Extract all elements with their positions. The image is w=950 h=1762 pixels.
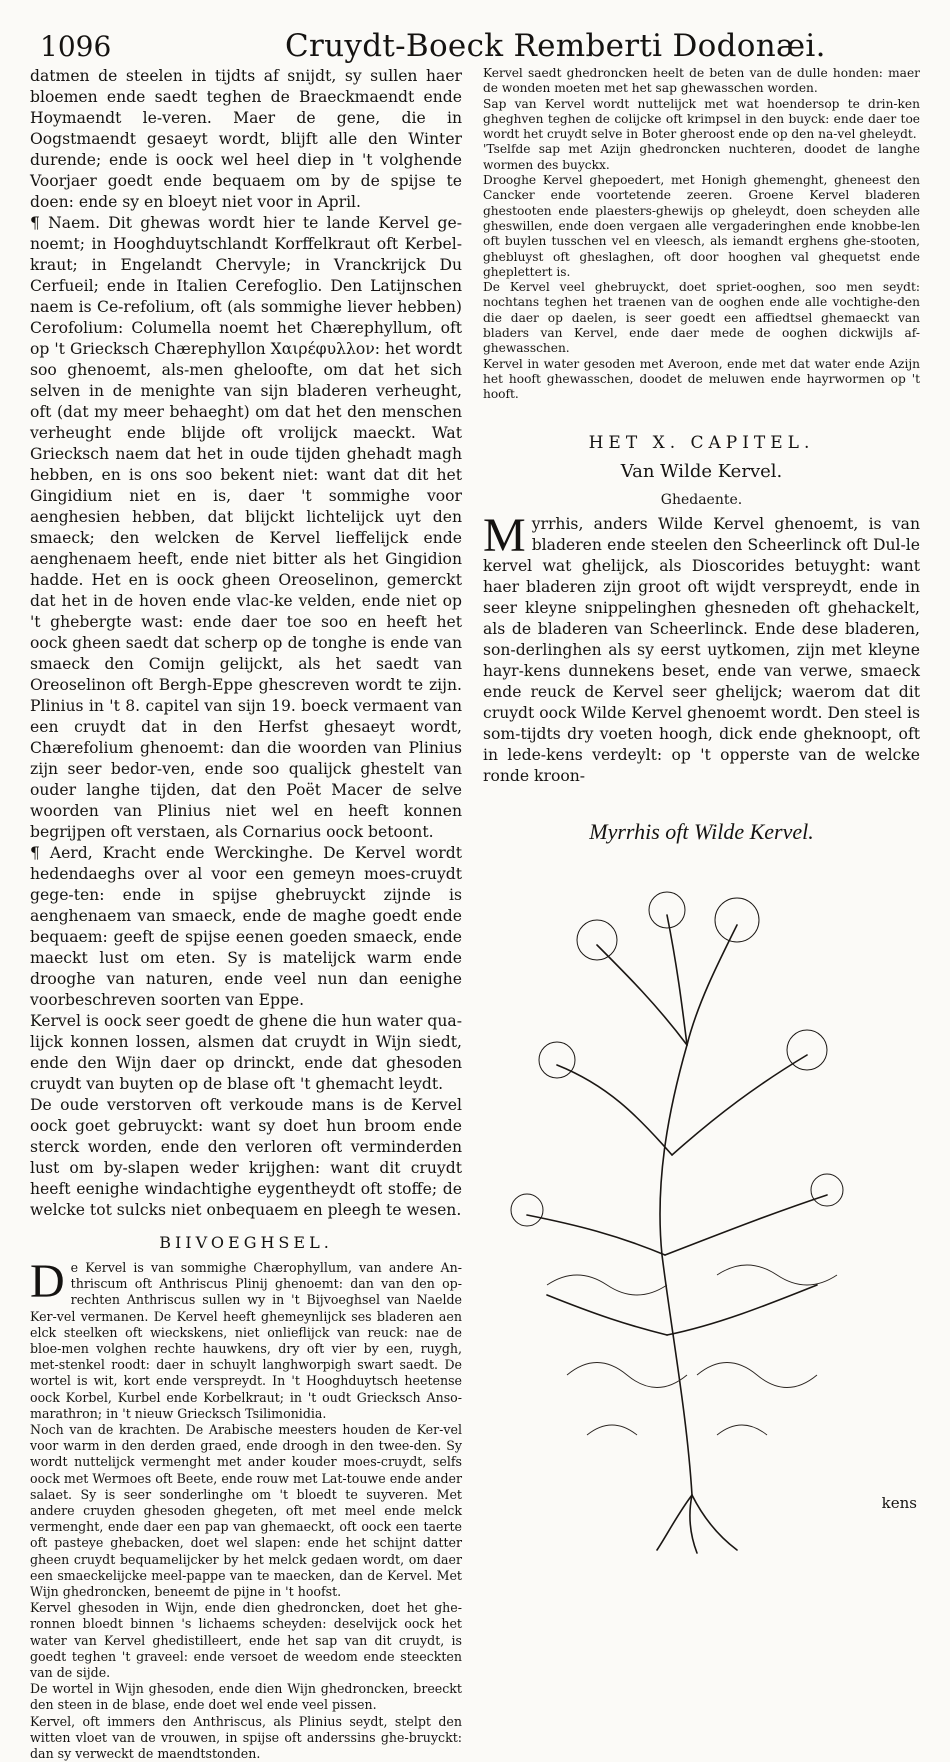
umbels: [511, 892, 843, 1226]
addition-heading: BIIVOEGHSEL.: [159, 1233, 333, 1252]
paragraph: Kervel is oock seer goedt de ghene die hun water qua-lijck konnen lossen, alsmen dat cruydt in Wijn siedt, ende den Wijn daer op drinckt, ende dat ghesoden cruydt van buyten op de blase oft 't ghemacht leydt.: [30, 1012, 462, 1093]
right-top-text: [483, 66, 920, 403]
paragraph-text: e Kervel is van sommighe Chærophyllum, van andere An-thriscum oft Anthriscus Plinij ghenoemt: dan van den op-rechten Anthriscus sullen wy in 't Bijvoeghsel van Naelde Ker-vel vermanen. De Kervel heeft ghemeynlijck ses bladeren aen elck steelken oft wieckskens, niet onlieflijck van reuck: nae de bloe-men volghen rechte hauwkens, dry oft vier by een, ruygh, met-stenkel roodt: daer in schuylt langhworpigh swart saedt. De wortel is wit, kort ende verspreydt. In 't Hooghduytsch heetense oock Korbel, Kurbel ende Korbelkraut; in 't oudt Griecksch Anso-marathron; in 't nieuw Griecksch Tsilimonidia.: [30, 1260, 462, 1421]
right-body-text: [483, 508, 920, 787]
addition-text: [30, 1255, 462, 1762]
left-column: [30, 66, 462, 1762]
running-title: Cruydt-Boeck Remberti Dodonæi.: [285, 28, 826, 64]
leaf-hatching: [547, 1265, 837, 1435]
paragraph: [483, 508, 920, 787]
chapter-heading: HET X. CAPITEL.: [588, 432, 815, 453]
drop-cap: M: [483, 508, 526, 562]
paragraph: De oude verstorven oft verkoude mans is de Kervel oock goet gebruyckt: want sy doet hun broom ende sterck worden, ende den verloren oft verminderden lust om by-slapen weder krijghen: want dit cruydt heeft eenighe windachtighe eygentheydt oft stoffe; de welcke tot sulcks niet onbequaem en pleegh te wesen.: [30, 1096, 462, 1219]
paragraph-name: ¶ Naem. Dit ghewas wordt hier te lande Kervel ge-noemt; in Hooghduytschlandt Korffelkraut oft Kerbel-kraut; in Engelandt Chervyle; in Vranckrijck Du Cerfueil; ende in Italien Cerefoglio. Den Latijnschen naem is Ce-refolium, oft (als sommighe liever hebben) Cerofolium: Columella noemt het Chærephyllum, oft op 't Griecksch Chærephyllon Χαιρέφυλλον: het wordt soo ghenoemt, als-men gheloofte, om dat het sich selven in de menighte van sijn bladeren verheught, oft (dat my meer behaeght) om dat het den menschen verheught ende blijde oft vrolijck maeckt. Wat Griecksch naem dat het in oude tijden ghehadt magh hebben, en is ons soo bekent niet: want dat dit het Gingidium niet en is, daer 't sommighe voor aenghesien hebben, dat blijckt lichtelijck uyt den smaeck; den welcken de Kervel lieffelijck ende aenghenaem heeft, ende niet bitter als het Gingidion hadde. Het en is oock gheen Oreoselinon, gemerckt dat het in de hoven ende vlac-ke velden, ende niet op 't ghebergte wast: ende daer toe soo en heeft het oock gheen saedt dat scherp op de tonghe is ende van smaeck den Comijn gelijckt, als het saedt van Oreoselinon oft Bergh-Eppe ghescreven wordt te zijn. Plinius in 't 8. capitel van sijn 19. boeck vermaent van een cruydt dat in den Herfst ghesaeyt wordt, Chærefolium ghenoemt: dan die woorden van Plinius zijn seer bedor-ven, ende soo qualijck ghestelt van ouder langhe tijden, dat den Poët Macer de selve woorden van Plinius niet wel en heeft konnen begrijpen oft verstaen, als Cornarius oock betoont.: [30, 214, 462, 841]
paragraph-properties: ¶ Aerd, Kracht ende Werckinghe. De Kervel wordt hedendaeghs over al voor een gemeyn moes-cruydt gege-ten: ende in spijse ghebruyckt zijnde is aenghenaem van smaeck, ende de maghe goedt ende bequaem: geeft de spijse eenen goeden smaeck, ende maeckt lust om eten. Sy is matelijck warm ende drooghe van naturen, ende veel nun dan eenighe voorbeschreven soorten van Eppe.: [30, 844, 462, 1009]
paragraph: [30, 1255, 462, 1422]
paragraph: Kervel in water gesoden met Averoon, ende met dat water ende Azijn het hooft ghewasschen, doodet de meluwen ende hayrwormen op 't hooft.: [483, 356, 920, 402]
paragraph: Kervel ghesoden in Wijn, ende dien ghedroncken, doet het ghe-ronnen bloedt binnen 's lichaems scheyden: deselvijck oock het water van Kervel ghedistilleert, ende het sap van dit cruydt, is goedt teghen 't graveel: ende versoet de weedom ende steeckten van de sijde.: [30, 1600, 462, 1681]
main-stem: [659, 1045, 691, 1495]
page-number: 1096: [40, 30, 112, 63]
paragraph: Kervel saedt ghedroncken heelt de beten van de dulle honden: maer de wonden moeten met het sap ghewasschen worden.: [483, 66, 920, 96]
paragraph: Noch van de krachten. De Arabische meesters houden de Ker-vel voor warm in den derden graed, ende droogh in den twee-den. Sy wordt nuttelijck vermenght met ander kouder moes-cruydt, selfs oock met Wermoes oft Beete, ende rouw met Lat-touwe ende ander salaet. Sy is seer sonderlinghe om 't bloedt te suyveren. Met andere cruyden ghesoden ghegeten, oft met meel ende melck vermenght, ende daer een pap van ghemaeckt, oft oock een taerte oft pasteye ghebacken, doet wel slapen: ende het schijnt datter gheen cruydt bequamelijcker by het melck gedaen wordt, om daer een smaeckelijcke meel-pappe van te maecken, dan de Kervel. Met Wijn ghedroncken, beneemt de pijne in 't hoofst.: [30, 1422, 462, 1600]
plant-woodcut-illustration: [487, 855, 917, 1555]
paragraph: Drooghe Kervel ghepoedert, met Honigh ghemenght, gheneest den Cancker ende voortetende zeeren. Groene Kervel bladeren ghestooten ende plaesters-ghewijs op gheleydt, doen scheyden alle gheswillen, ende doen vergaen alle vergaderinghen ende knobbe-len oft buylen tusschen vel en vleesch, als iemandt erghens ghe-stooten, ghebluyst oft gheslaghen, oft door hooghen val ghequetst ende gheplettert is.: [483, 173, 920, 279]
section-subheading: Ghedaente.: [660, 491, 743, 508]
paragraph: De wortel in Wijn ghesoden, ende dien Wijn ghedroncken, breeckt den steen in de blase, ende doet wel ende veel pissen.: [30, 1681, 462, 1713]
paragraph: Sap van Kervel wordt nuttelijck met wat hoendersop te drin-ken gheghven teghen de colijcke oft krimpsel in den buyck: ende daer toe wordt het cruydt selve in Boter gheroost ende op den na-vel gheleydt.: [483, 96, 920, 142]
paragraph: 'Tselfde sap met Azijn ghedroncken nuchteren, doodet de langhe wormen des buyckx.: [483, 142, 920, 172]
left-body-text: [30, 66, 462, 1221]
paragraph: Kervel, oft immers den Anthriscus, als Plinius seydt, stelpt den witten vloet van de vrouwen, in spijse oft anderssins ghe-bruyckt: dan sy verweckt de maendtstonden.: [30, 1713, 462, 1762]
figure-caption: Myrrhis oft Wilde Kervel.: [589, 818, 814, 844]
chapter-title: Van Wilde Kervel.: [620, 460, 783, 482]
drop-cap: D: [30, 1255, 65, 1308]
catchword: kens: [881, 1494, 917, 1512]
paragraph-text: yrrhis, anders Wilde Kervel ghenoemt, is van bladeren ende steelen den Scheerlinck oft Dul-le kervel wat ghelijck, als Dioscorides betuyght: want haer bladeren zijn groot oft wijdt verspreydt, ende in seer kleyne snippelinghen ghesneden oft ghehackelt, als de bladeren van Scheerlinck. Ende dese bladeren, son-derlinghen als sy eerst uytkomen, zijn met kleyne hayr-kens dunnekens beset, ende van verwe, smaeck ende reuck de Kervel seer ghelijck; waerom dat dit cruydt oock Wilde Kervel ghenoemt wordt. Den steel is som-tijdts dry voeten hoogh, dick ende gheknoopt, oft in lede-kens verdeylt: op 't opperste van de welcke ronde kroon-: [483, 514, 920, 785]
paragraph: De Kervel veel ghebruyckt, doet spriet-ooghen, soo men seydt: nochtans teghen het traenen van de ooghen ende alle vochtighe-den die daer op daelen, is seer goedt een affiedtsel ghemaeckt van bladers van Kervel, ende daer mede de ooghen dickwijls af-ghewasschen.: [483, 280, 920, 356]
paragraph: datmen de steelen in tijdts af snijdt, sy sullen haer bloemen ende saedt teghen de Braeckmaendt ende Hoymaendt le-veren. Maer de gene, die in Oogstmaendt gesaeyt wordt, blijft alle den Winter durende; ende is oock wel heel diep in 't volghende Voorjaer goedt ende bequaem om by de spijse te doen: ende sy en bloeyt niet voor in April.: [30, 67, 462, 211]
right-column: [483, 66, 920, 1555]
